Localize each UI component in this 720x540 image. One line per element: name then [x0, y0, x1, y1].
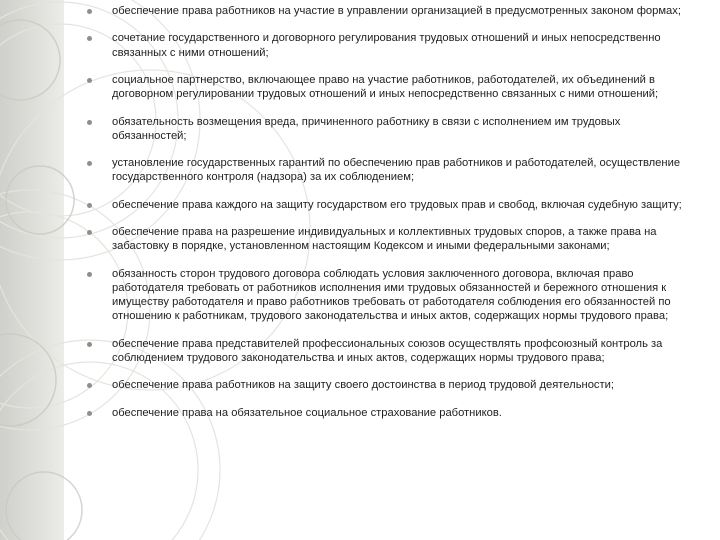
list-item — [84, 115, 696, 143]
list-item-text: установление государственных гарантий по обеспечению прав работников и работодателей, осуществление государственного контроля (надзора) за их соблюдением; — [112, 157, 681, 184]
bullet-dot-icon — [87, 230, 92, 235]
content-area — [84, 4, 696, 433]
list-item — [84, 225, 696, 253]
list-item-text: обеспечение права работников на участие в управлении организацией в предусмотренных законом формах; — [112, 5, 681, 17]
list-item — [84, 406, 696, 420]
list-item-text: обеспечение права каждого на защиту государством его трудовых прав и свобод, включая судебную защиту; — [112, 198, 682, 211]
list-item-text: обеспечение права на разрешение индивидуальных и коллективных трудовых споров, а также права на забастовку в порядке, установленном настоящим Кодексом и иными федеральными законами; — [112, 226, 657, 253]
list-item — [84, 73, 696, 101]
list-item — [84, 267, 696, 324]
list-item — [84, 156, 696, 184]
list-item — [84, 4, 696, 18]
bullet-dot-icon — [87, 120, 92, 125]
list-item-text: обеспечение права работников на защиту своего достоинства в период трудовой деятельности; — [112, 379, 614, 392]
bullet-dot-icon — [87, 342, 92, 347]
list-item-text: обязанность сторон трудового договора соблюдать условия заключенного договора, включая право работодателя требовать от работников исполнения ими трудовых обязанностей и бережного отношения к имуществу работодателя и право работников требовать от работодателя соблюдения его обязанностей по отношению к работникам, трудового законодательства и иных актов, содержащих нормы трудового права; — [112, 267, 671, 323]
bullet-dot-icon — [87, 78, 92, 83]
list-item-text: социальное партнерство, включающее право на участие работников, работодателей, их объединений в договорном регулировании трудовых отношений и иных непосредственно связанных с ними отношений; — [112, 73, 659, 101]
bullet-dot-icon — [87, 203, 92, 208]
left-decorative-panel — [0, 0, 64, 540]
list-item — [84, 337, 696, 365]
list-item — [84, 378, 696, 392]
list-item-text: обеспечение права представителей профессиональных союзов осуществлять профсоюзный контроль за соблюдением трудового законодательства и иных актов, содержащих нормы трудового права; — [112, 337, 663, 364]
list-item — [84, 198, 696, 212]
list-item — [84, 31, 696, 59]
list-item-text: обеспечение права на обязательное социальное страхование работников. — [112, 406, 502, 419]
bullet-dot-icon — [87, 383, 92, 388]
bullet-list — [84, 4, 696, 420]
bullet-dot-icon — [87, 161, 92, 166]
bullet-dot-icon — [87, 272, 92, 277]
bullet-dot-icon — [87, 36, 92, 41]
bullet-dot-icon — [87, 411, 92, 416]
bullet-dot-icon — [87, 9, 92, 14]
list-item-text: обязательность возмещения вреда, причиненного работнику в связи с исполнением им трудовых обязанностей; — [112, 115, 621, 142]
list-item-text: сочетание государственного и договорного регулирования трудовых отношений и иных непосредственно связанных с ними отношений; — [112, 32, 661, 59]
